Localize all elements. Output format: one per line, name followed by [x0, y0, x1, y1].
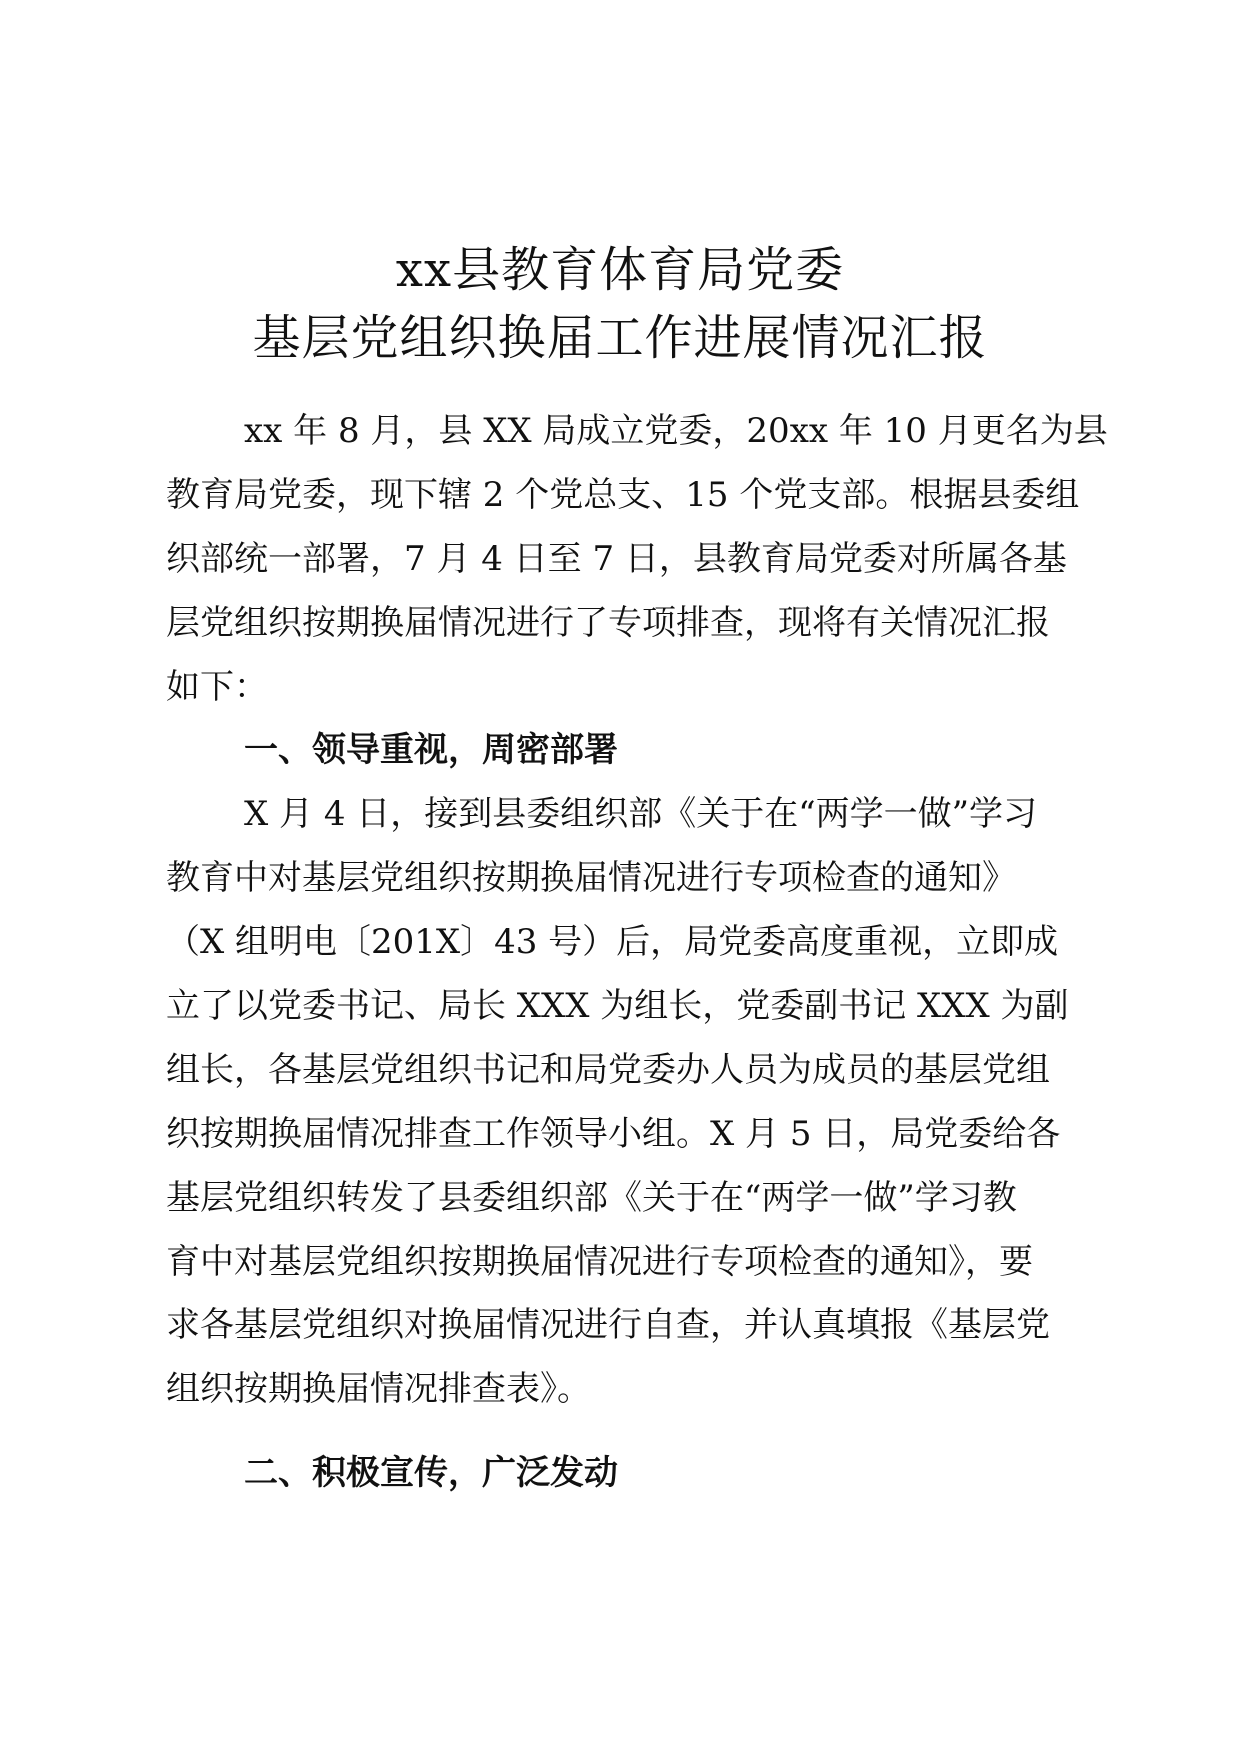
- section-1-line: 组织按期换届情况排查表》。: [166, 1369, 591, 1410]
- document-title: [0, 236, 1240, 372]
- intro-line: 如下：: [166, 666, 268, 707]
- section-2-heading: 二、积极宣传，广泛发动: [244, 1453, 618, 1494]
- title-line-1: xx县教育体育局党委: [395, 242, 845, 298]
- intro-line: 织部统一部署，7 月 4 日至 7 日，县教育局党委对所属各基: [166, 538, 1067, 579]
- section-1-line: 组长，各基层党组织书记和局党委办人员为成员的基层党组: [166, 1049, 1050, 1090]
- document-body: [166, 400, 1108, 1506]
- intro-line: 教育局党委，现下辖 2 个党总支、15 个党支部。根据县委组: [166, 474, 1080, 515]
- title-line-2: 基层党组织换届工作进展情况汇报: [252, 310, 988, 366]
- section-1-line: （X 组明电〔201X〕43 号）后，局党委高度重视，立即成: [166, 922, 1059, 963]
- section-1-line: 求各基层党组织对换届情况进行自查，并认真填报《基层党: [166, 1305, 1050, 1346]
- section-1-line: 立了以党委书记、局长 XXX 为组长，党委副书记 XXX 为副: [166, 986, 1069, 1027]
- section-1-line: X 月 4 日，接到县委组织部《关于在“两学一做”学习: [244, 794, 1038, 835]
- section-1-heading: 一、领导重视，周密部署: [244, 730, 618, 771]
- intro-line: xx 年 8 月，县 XX 局成立党委，20xx 年 10 月更名为县: [244, 411, 1108, 451]
- section-1-line: 教育中对基层党组织按期换届情况进行专项检查的通知》: [166, 858, 1016, 899]
- section-1-line: 织按期换届情况排查工作领导小组。X 月 5 日，局党委给各: [166, 1113, 1061, 1154]
- paragraph-gap: [166, 1422, 1082, 1442]
- section-1-line: 育中对基层党组织按期换届情况进行专项检查的通知》，要: [166, 1241, 1033, 1282]
- intro-line: 层党组织按期换届情况进行了专项排查，现将有关情况汇报: [166, 602, 1050, 643]
- section-1-line: 基层党组织转发了县委组织部《关于在“两学一做”学习教: [166, 1177, 1017, 1218]
